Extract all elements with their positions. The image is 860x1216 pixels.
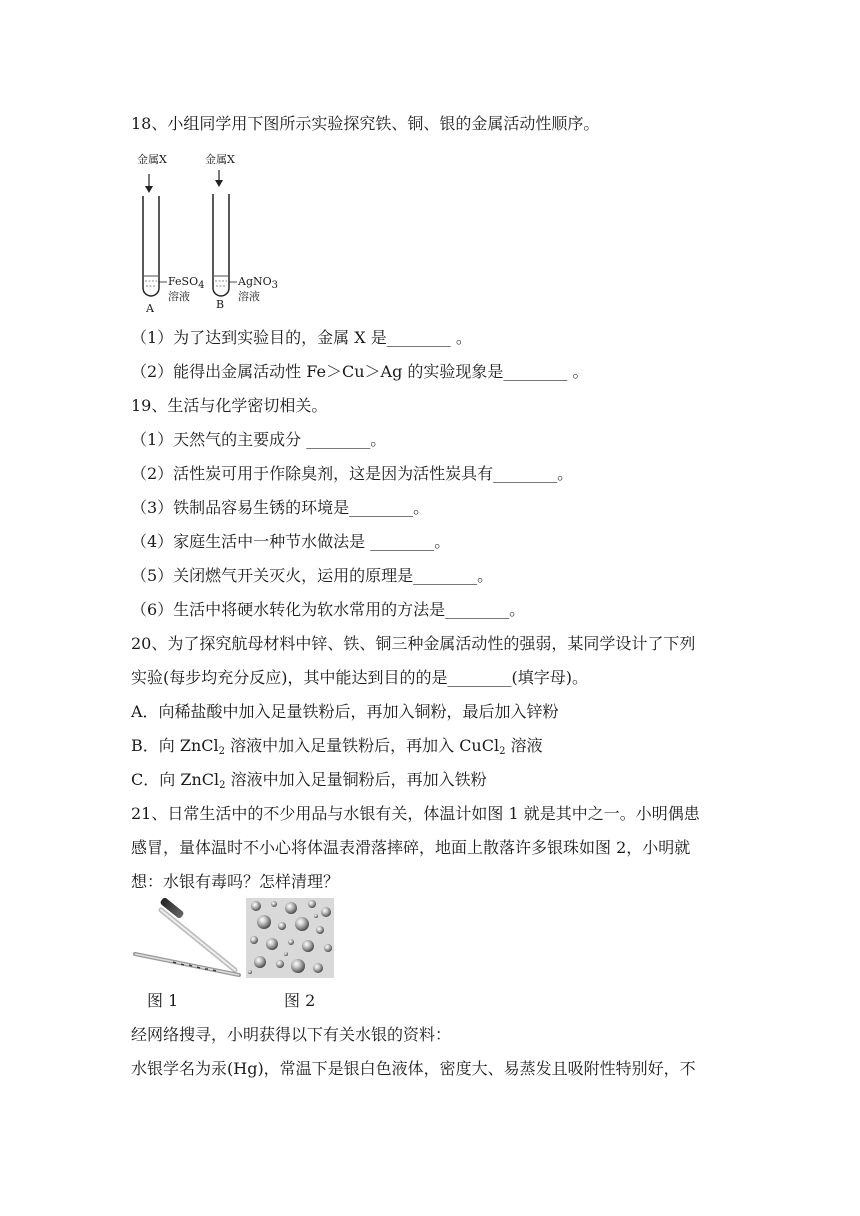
q20-stem-line1: 20、为了探究航母材料中锌、铁、铜三种金属活动性的强弱，某同学设计了下列	[131, 634, 696, 653]
q18-part2: （2）能得出金属活动性 Fe＞Cu＞Ag 的实验现象是________ 。	[131, 362, 589, 381]
mercury-droplets-drawing	[246, 898, 334, 978]
tube-b-metal-label: 金属X	[205, 153, 235, 166]
thermometer-image	[131, 898, 241, 978]
thermometer-drawing	[131, 898, 241, 978]
test-tube-diagram	[131, 148, 291, 318]
q21-line3: 想：水银有毒吗？怎样清理？	[131, 872, 340, 891]
q21-line4: 经网络搜寻，小明获得以下有关水银的资料：	[131, 1025, 452, 1044]
q19-part2: （2）活性炭可用于作除臭剂，这是因为活性炭具有________。	[131, 464, 574, 483]
q18-part1: （1）为了达到实验目的，金属 X 是________ 。	[131, 328, 472, 347]
tube-a-metal-label: 金属X	[137, 153, 167, 166]
tube-a-solution-word: 溶液	[168, 290, 190, 303]
tube-b-letter: B	[216, 298, 225, 311]
q19-stem: 19、生活与化学密切相关。	[131, 396, 328, 415]
q18-stem: 18、小组同学用下图所示实验探究铁、铜、银的金属活动性顺序。	[131, 114, 600, 133]
arrow-a-head	[145, 186, 153, 193]
mercury-droplets-image	[246, 898, 334, 978]
q20-option-a: A．向稀盐酸中加入足量铁粉后，再加入铜粉，最后加入锌粉	[131, 702, 559, 721]
q19-part4: （4）家庭生活中一种节水做法是 ________。	[131, 532, 451, 551]
tube-b-solution: AgNO$_3$	[238, 275, 279, 291]
tube-a-solution: FeSO$_4$	[168, 275, 205, 291]
arrow-b-head	[215, 180, 223, 187]
tube-b-solution-word: 溶液	[238, 290, 260, 303]
test-tube-figure	[131, 148, 291, 318]
tube-a-letter: A	[146, 302, 154, 315]
figure-1-caption: 图 1	[147, 991, 179, 1010]
q19-part6: （6）生活中将硬水转化为软水常用的方法是________。	[131, 600, 526, 619]
q20-stem-line2: 实验(每步均充分反应)，其中能达到目的的是________(填字母)。	[131, 668, 588, 687]
figure-2-caption: 图 2	[284, 991, 316, 1010]
q19-part3: （3）铁制品容易生锈的环境是________。	[131, 498, 430, 517]
q20-option-b: B．向 ZnCl$_2$ 溶液中加入足量铁粉后，再加入 CuCl$_2$ 溶液	[131, 736, 543, 757]
q20-option-c: C．向 ZnCl$_2$ 溶液中加入足量铜粉后，再加入铁粉	[131, 770, 487, 791]
q21-line2: 感冒，量体温时不小心将体温表滑落摔碎，地面上散落许多银珠如图 2，小明就	[131, 838, 691, 857]
q21-line5: 水银学名为汞(Hg)，常温下是银白色液体，密度大、易蒸发且吸附性特别好，不	[131, 1059, 696, 1078]
q19-part1: （1）天然气的主要成分 ________。	[131, 430, 387, 449]
q19-part5: （5）关闭燃气开关灭火，运用的原理是________。	[131, 566, 494, 585]
q21-line1: 21、日常生活中的不少用品与水银有关，体温计如图 1 就是其中之一。小明偶患	[131, 804, 700, 823]
